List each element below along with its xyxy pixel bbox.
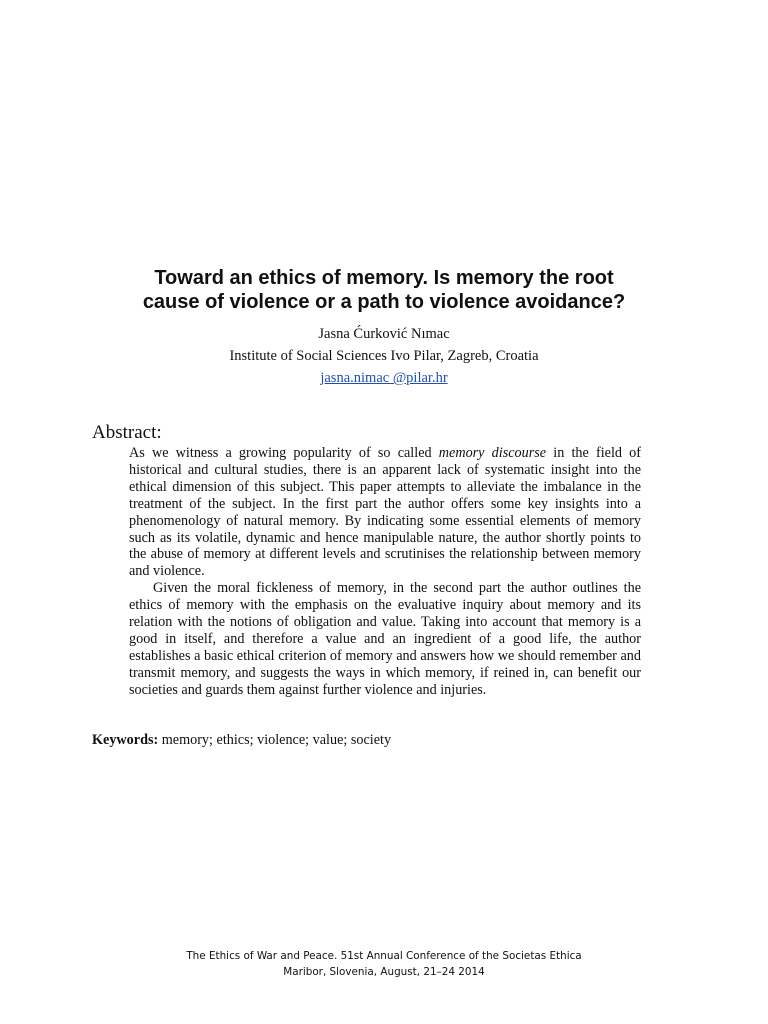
footer-conference: The Ethics of War and Peace. 51st Annual Conference of the Societas Ethica [186,950,582,962]
paper-title [100,266,668,314]
author-email-link[interactable]: jasna.nimac @pilar.hr [320,370,448,386]
title-line-1: Toward an ethics of memory. Is memory the root [154,267,614,289]
footer-location-date: Maribor, Slovenia, August, 21–24 2014 [283,966,485,978]
abstract-p1-emphasis: memory discourse [438,445,547,461]
keywords-value: memory; ethics; violence; value; society [158,732,392,748]
author-block [100,323,668,389]
title-line-2: cause of violence or a path to violence avoidance? [142,291,626,313]
abstract-body [129,445,641,699]
keywords-line [92,732,391,749]
abstract-p1-text-a: As we witness a growing popularity of so called [129,445,439,461]
page-footer [100,948,668,980]
abstract-paragraph-2: Given the moral fickleness of memory, in the second part the author outlines the ethics of memory with the emphasis on the evaluative inquiry about memory and its relation with the notions of obligation and value. Taking into account that memory is a good in itself, and therefore a value and an ingredient of a good life, the author establishes a basic ethical criterion of memory and answers how we should remember and transmit memory, and suggests the ways in which memory, if reined in, can benefit our societies and guards them against further violence and injuries. [129,580,641,698]
keywords-label: Keywords: [92,732,159,748]
abstract-paragraph-1 [129,445,641,580]
author-affiliation: Institute of Social Sciences Ivo Pilar, Zagreb, Croatia [229,348,539,364]
abstract-p1-text-b: in the field of historical and cultural studies, there is an apparent lack of systematic insight into the ethical dimension of this subject. This paper attempts to alleviate the imbalance in the treatment of the subject. In the first part the author offers some key insights into a phenomenology of natural memory. By indicating some essential elements of memory such as its volatile, dynamic and hence manipulable nature, the author shortly points to the abuse of memory at different levels and scrutinises the relationship between memory and violence. [129,445,642,580]
abstract-heading: Abstract: [92,422,162,443]
author-name: Jasna Ćurković Nımac [318,326,450,342]
